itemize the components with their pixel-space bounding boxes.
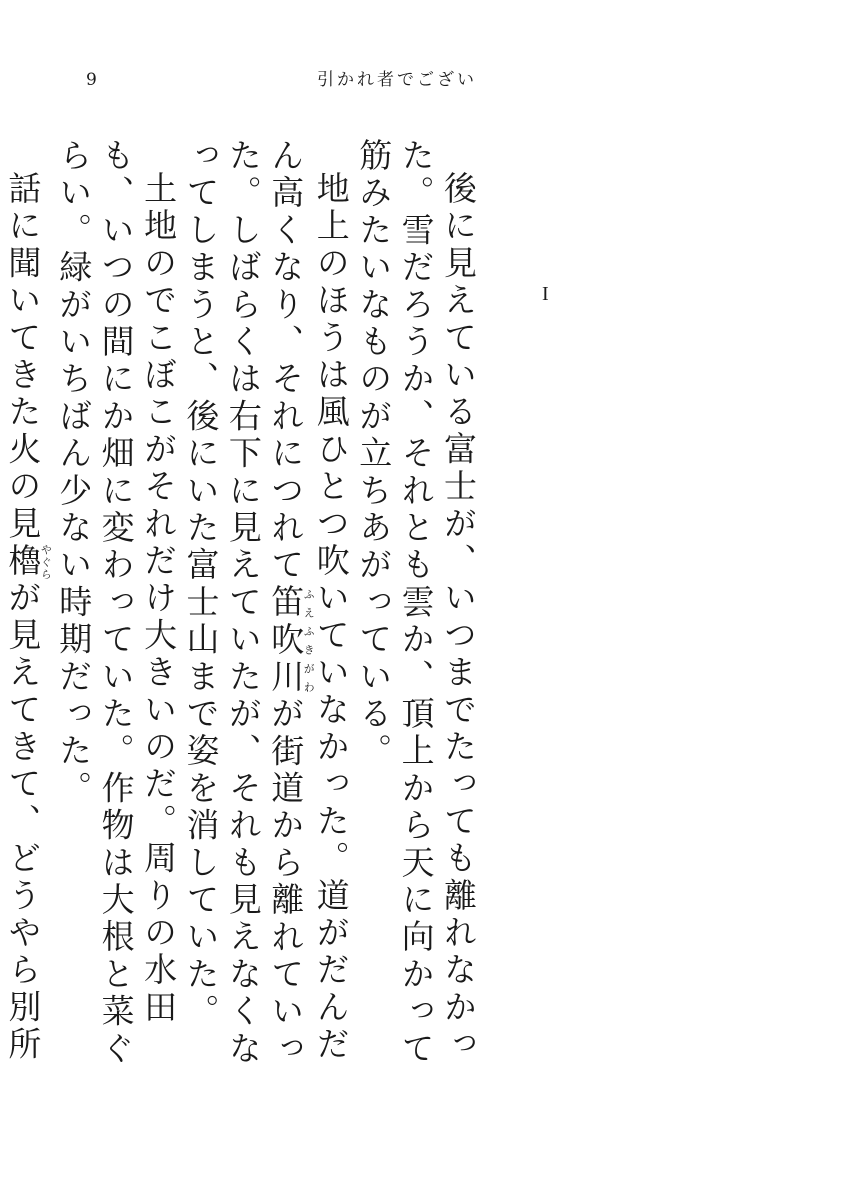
ruby-yagura-reading: やぐら (39, 543, 53, 581)
paragraph-2-part-a: 地上のほうは風ひとつ吹いていなかった。道がだんだん高くなり、それにつれて (266, 138, 351, 1064)
paragraph-1: 後に見えている富士が、いつまでたっても離れなかった。雪だろうか、それとも雲か、頂上から天に向かって筋みたいなものが立ちあがっている。 (354, 138, 478, 1069)
chapter-mark: I (542, 283, 549, 305)
paragraph-4-part-a: 話に聞いてきた火の見 (3, 171, 43, 543)
ruby-fukigawa (266, 621, 316, 697)
ruby-fue-base: 笛 (266, 584, 306, 622)
paragraph-2 (179, 138, 352, 1098)
paragraph-2-part-b: が街道から離れていった。しばらくは右下に見えていたが、それも見えなくなってしまうと、後にいた富士山まで姿を消していた。 (181, 138, 306, 1069)
paragraph-4-part-b: が見えてきて、どうやら別所 (3, 580, 43, 1064)
paragraph-3: 土地のでこぼこがそれだけ大きいのだ。周りの水田も、いつの間にか畑に変わっていた。作物は大根と菜ぐらい。緑がいちばん少ない時期だった。 (54, 138, 179, 1069)
running-title: 引かれ者でござい (317, 70, 477, 90)
paragraph-4 (0, 138, 52, 1098)
ruby-fukigawa-base: 吹川 (266, 621, 306, 697)
ruby-fue (266, 584, 316, 622)
ruby-yagura (3, 543, 53, 581)
body-text (0, 138, 479, 1098)
page-number: 9 (86, 70, 97, 90)
ruby-fukigawa-reading: ふきがわ (302, 621, 316, 697)
ruby-fue-reading: ふえ (302, 584, 316, 622)
ruby-yagura-base: 櫓 (3, 543, 43, 581)
